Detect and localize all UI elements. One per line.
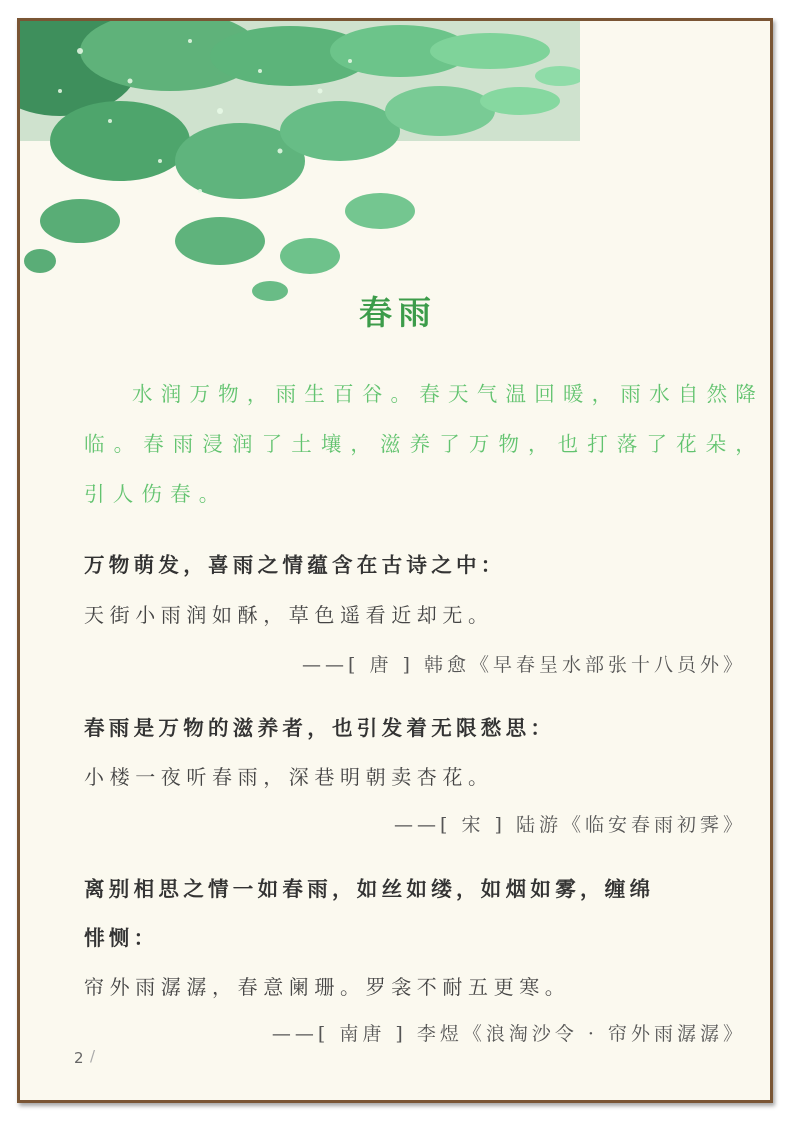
poem-citation: ——[ 宋 ] 陆游《临安春雨初霁》 — [394, 814, 746, 836]
poem-citation: ——[ 唐 ] 韩愈《早春呈水部张十八员外》 — [302, 654, 746, 676]
section-heading-continued: 悱恻： — [84, 926, 159, 950]
poem-line: 天街小雨润如酥，草色遥看近却无。 — [84, 603, 494, 627]
section-heading: 万物萌发，喜雨之情蕴含在古诗之中： — [84, 553, 506, 577]
poem-line: 小楼一夜听春雨，深巷明朝卖杏花。 — [84, 765, 494, 789]
intro-paragraph: 水润万物，雨生百谷。春天气温回暖，雨水自然降临。春雨浸润了土壤，滋养了万物，也打落了花朵，引人伤春。 — [84, 382, 764, 506]
poem-line: 帘外雨潺潺，春意阑珊。罗衾不耐五更寒。 — [84, 975, 571, 999]
section-heading: 离别相思之情一如春雨，如丝如缕，如烟如雾，缠绵 — [84, 877, 655, 901]
poem-citation: ——[ 南唐 ] 李煜《浪淘沙令 · 帘外雨潺潺》 — [271, 1023, 746, 1045]
leaves-illustration — [20, 21, 580, 311]
page-number-slash: / — [90, 1047, 96, 1065]
page-number: 2 — [74, 1049, 84, 1067]
page-title: 春雨 — [359, 293, 437, 332]
section-heading: 春雨是万物的滋养者，也引发着无限愁思： — [84, 716, 556, 740]
book-page — [17, 18, 773, 1103]
